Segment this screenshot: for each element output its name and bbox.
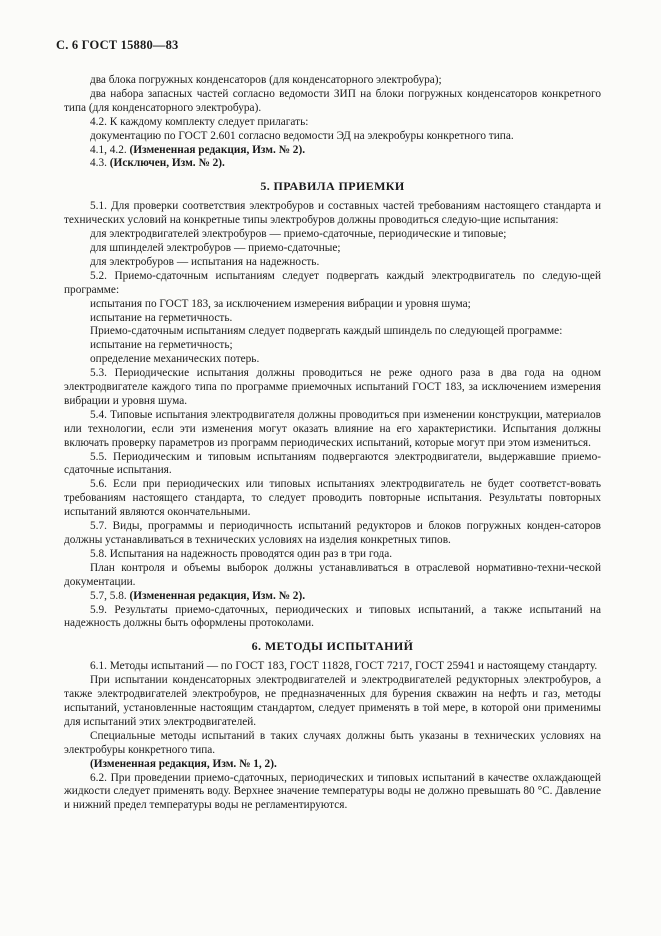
paragraph: 4.2. К каждому комплекту следует прилагать:	[90, 115, 309, 128]
amendment-text: (Измененная редакция, Изм. № 2).	[129, 589, 306, 602]
paragraph: 5.2. Приемо-сдаточным испытаниям следует подвергать каждый электродвигатель по следую-щей программе:	[64, 269, 601, 296]
paragraph: испытание на герметичность.	[90, 311, 233, 324]
amendment-note	[64, 157, 601, 171]
paragraph: Приемо-сдаточным испытаниям следует подвергать каждый шпиндель по следующей программе:	[90, 325, 563, 338]
paragraph: два набора запасных частей согласно ведомости ЗИП на блоки погружных конденсаторов конкретного типа (для конденсаторного электробура).	[64, 87, 601, 114]
clause-number: 4.3.	[90, 157, 107, 170]
paragraph: испытание на герметичность;	[90, 339, 233, 352]
paragraph: 5.7. Виды, программы и периодичность испытаний редукторов и блоков погружных конден-саторов должны устанавливаться в технических условиях на изделия конкретных типов.	[64, 520, 601, 546]
clause-number: 4.1, 4.2.	[90, 143, 127, 156]
paragraph: 5.4. Типовые испытания электродвигателя должны проводиться при изменении конструкции, материалов или технологии, если эти изменения могут оказать влияние на его характеристики. Испытания должны включать проверку параметров из программ периодических испытаний, которые могут при этом измениться.	[64, 408, 601, 449]
clause-number: 5.7, 5.8.	[90, 589, 127, 602]
page-header: С. 6 ГОСТ 15880—83	[56, 38, 179, 52]
amendment-text: (Исключен, Изм. № 2).	[109, 157, 225, 170]
paragraph: документацию по ГОСТ 2.601 согласно ведомости ЭД на элекробуры конкретного типа.	[90, 129, 514, 142]
paragraph: для шпинделей электробуров — приемо-сдаточные;	[90, 241, 341, 254]
paragraph: 5.6. Если при периодических или типовых испытаниях электродвигатель не будет соответст-вовать требованиям настоящего стандарта, то следует проводить повторные испытания. Результаты повторных испытаний являются окончательными.	[64, 478, 601, 519]
paragraph: 5.5. Периодическим и типовым испытаниям подвергаются электродвигатели, выдержавшие приемо-сдаточные испытания.	[64, 450, 601, 477]
paragraph: для электробуров — испытания на надежность.	[90, 255, 320, 268]
section-heading: 6. МЕТОДЫ ИСПЫТАНИЙ	[251, 639, 414, 654]
section-heading: 5. ПРАВИЛА ПРИЕМКИ	[260, 179, 405, 194]
paragraph: 5.1. Для проверки соответствия электробуров и составных частей требованиям настоящего стандарта и технических условий на конкретные типы электробуров должны проводиться следую-щие испытания:	[64, 200, 601, 227]
paragraph: При испытании конденсаторных электродвигателей и электродвигателей редукторных электробуров, а также электродвигателей электробуров, не предназначенных для бурения скважин на нефть и газ, методы испытаний, установленные настоящим стандартом, следует применять в той мере, в которой они применимы для испытаний этих электродвигателей.	[64, 674, 601, 728]
paragraph: 5.9. Результаты приемо-сдаточных, периодических и типовых испытаний, а также испытаний на надежность должны быть оформлены протоколами.	[64, 603, 601, 630]
page-content	[64, 74, 601, 813]
paragraph: План контроля и объемы выборок должны устанавливаться в отраслевой нормативно-техни-ческой документации.	[64, 561, 601, 588]
amendment-note	[64, 590, 601, 604]
paragraph: определение механических потерь.	[90, 353, 260, 366]
paragraph: 5.8. Испытания на надежность проводятся один раз в три года.	[90, 547, 393, 560]
paragraph: 5.3. Периодические испытания должны проводиться не реже одного раза в два года на одном электродвигателе каждого типа по программе приемочных испытаний ГОСТ 183, за исключением измерения вибрации и уровня шума.	[64, 367, 601, 407]
paragraph: 6.2. При проведении приемо-сдаточных, периодических и типовых испытаний в качестве охлаждающей жидкости следует применять воду. Верхнее значение температуры воды не должно превышать 80 °С. Давление и нижний предел температуры воды не регламентируются.	[64, 771, 601, 812]
paragraph: для электродвигателей электробуров — приемо-сдаточные, периодические и типовые;	[90, 228, 507, 241]
amendment-text: (Измененная редакция, Изм. № 2).	[129, 143, 306, 156]
amendment-note	[64, 144, 601, 158]
paragraph: Специальные методы испытаний в таких случаях должны быть указаны в технических условиях на электробуры конкретного типа.	[64, 729, 601, 756]
paragraph: 6.1. Методы испытаний — по ГОСТ 183, ГОСТ 11828, ГОСТ 7217, ГОСТ 25941 и настоящему стандарту.	[90, 660, 598, 673]
amendment-note: (Измененная редакция, Изм. № 1, 2).	[90, 757, 277, 770]
paragraph: испытания по ГОСТ 183, за исключением измерения вибрации и уровня шума;	[90, 297, 471, 310]
paragraph: два блока погружных конденсаторов (для конденсаторного электробура);	[90, 74, 442, 86]
